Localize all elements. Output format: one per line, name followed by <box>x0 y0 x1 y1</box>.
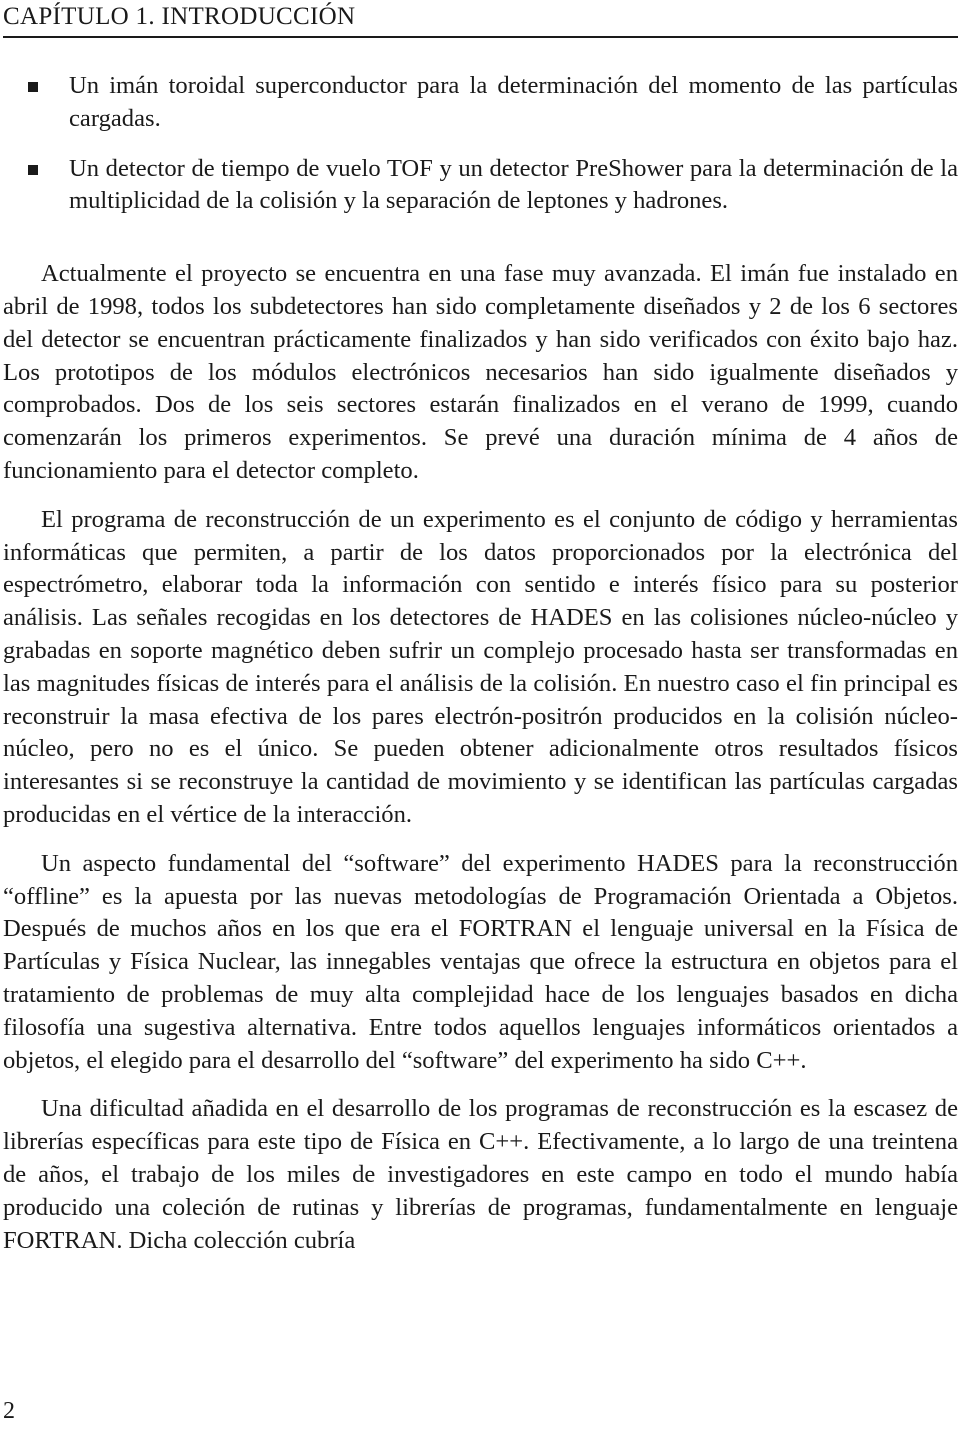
list-item-text: Un detector de tiempo de vuelo TOF y un detector PreShower para la determinación de la multiplicidad de la colisión y la separación de leptones y hadrones. <box>69 154 958 215</box>
list-item-text: Un imán toroidal superconductor para la determinación del momento de las partículas cargadas. <box>69 72 958 132</box>
header-rule <box>3 36 958 38</box>
paragraph: Actualmente el proyecto se encuentra en una fase muy avanzada. El imán fue instalado en abril de 1998, todos los subdetectores han sido completamente diseñados y 2 de los 6 sectores del detector se encuentran prácticamente finalizados y han sido verificados con éxito bajo haz. Los prototipos de los módulos electrónicos necesarios han sido igualmente diseñados y comprobados. Dos de los seis sectores estarán finalizados en el verano de 1999, cuando comenzarán los primeros experimentos. Se prevé una duración mínima de 4 años de funcionamiento para el detector completo. <box>3 260 958 484</box>
paragraph: El programa de reconstrucción de un experimento es el conjunto de código y herramientas informáticas que permiten, a partir de los datos proporcionados por la electrónica del espectrómetro, elaborar toda la información con sentido e interés físico para su posterior análisis. Las señales recogidas en los detectores de HADES en las colisiones núcleo-núcleo y grabadas en soporte magnético deben sufrir un complejo procesado hasta ser transformadas en las magnitudes físicas de interés para el análisis de la colisión. En nuestro caso el fin principal es reconstruir la masa efectiva de los pares electrón-positrón producidos en la colisión núcleo-núcleo, pero no es el único. Se pueden obtener adicionalmente otros resultados físicos interesantes si se reconstruye la cantidad de movimiento y se identifican las partículas cargadas producidas en el vértice de la interacción. <box>3 505 958 828</box>
square-bullet-icon <box>28 165 38 175</box>
paragraph: Una dificultad añadida en el desarrollo de los programas de reconstrucción es la escasez de librerías específicas para este tipo de Física en C++. Efectivamente, a lo largo de una treintena de años, el trabajo de los miles de investigadores en este campo en todo el mundo había producido una coleción de rutinas y librerías de programas, fundamentalmente en lenguaje FORTRAN. Dicha colección cubría <box>3 1095 958 1254</box>
running-header: CAPÍTULO 1. INTRODUCCIÓN <box>3 3 356 30</box>
square-bullet-icon <box>28 82 38 92</box>
page-body <box>3 70 958 1257</box>
page-number: 2 <box>3 1398 15 1424</box>
list-item <box>3 153 958 219</box>
paragraph: Un aspecto fundamental del “software” del experimento HADES para la reconstrucción “offline” es la apuesta por las nuevas metodologías de Programación Orientada a Objetos. Después de muchos años en los que era el FORTRAN el lenguaje universal en la Física de Partículas y Física Nuclear, las innegables ventajas que ofrece la estructura en objetos para el tratamiento de problemas de muy alta complejidad hace de los lenguajes basados en dicha filosofía una sugestiva alternativa. Entre todos aquellos lenguajes informáticos orientados a objetos, el elegido para el desarrollo del “software” del experimento ha sido C++. <box>3 849 958 1074</box>
list-item <box>3 70 958 136</box>
bullet-list <box>3 70 958 218</box>
